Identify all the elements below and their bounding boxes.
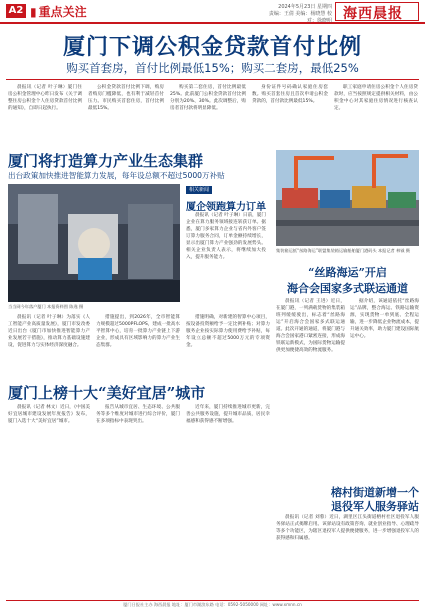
port-headline-2: 海合会国家多式联运通道 — [287, 282, 408, 295]
industry-subheadline: 出台政策加快推进智能算力发展，每年设总额不超过5000万补贴 — [8, 171, 225, 180]
newspaper-logo: 海西晨报 — [335, 2, 419, 21]
port-headline: “丝路海运”开启 — [308, 266, 387, 279]
ranking-column-1: 晨报讯（记者 林文）近日，《中国美好宜居城市建设发展年度报告》发布，厦门入选十大“美好宜居”城市。 — [8, 405, 90, 424]
port-column-2: 据介绍，该通道依托“丝路海运”品牌，整合海运、铁路运输资源，实现货物一单到底、全程运输，进一步降低企业物流成本，提升通关效率，助力厦门建设国际航运中心。 — [350, 299, 419, 339]
industry-column-1: 晨报讯（记者 叶子琳）为落实《人工智能产业高质量发展》，厦门市发改委近日出台《厦门市加快推进智能算力产业发展若干措施》，推动算力基础设施建设，促进算力与实体经济深度融合。 — [8, 315, 90, 348]
lead-headline: 厦门下调公积金贷款首付比例 — [62, 34, 362, 60]
port-photo-caption: 集装箱运抵“丝路海运”联盟集装箱运输船舶厦门港码头 本报记者 林钺 摄 — [276, 248, 410, 253]
lead-column-2: 公积金贷款首付比例下调，购房者购房门槛降低，也有利于减轻首付压力。市民购买首套住房，首付比例最低15%。 — [88, 85, 164, 111]
service-headline: 榕村街道新增一个 — [331, 486, 419, 499]
service-headline-2: 退役军人服务驿站 — [331, 500, 419, 513]
industry-photo-caption: 当当网今年落户厦门 本报资料图 陈逸 摄 — [8, 304, 84, 309]
industry-column-2: 措施提出，到2026年，全市智能算力规模超过5000PFLOPS，建成一批高水平智算中心，培育一批算力产业链上下游企业，形成具有区域影响力的算力产业生态集群。 — [96, 315, 180, 348]
ranking-column-3: 近年来，厦门持续推进城市更新，完善公共服务设施，提升城市品质，居民幸福感和获得感不断增强。 — [186, 405, 270, 424]
port-column-1: 晨报讯（记者 王进）近日，在厦门港，一列满载货物的集装箱班列缓缓驶出，标志着“丝路海运”开启海合会国家多式联运通道。此次开通的通道，将厦门港与海合会国家港口紧密连接，形成海铁联运新模式，为国际货物运输提供更加便捷高效的物流服务。 — [276, 299, 345, 353]
footer-divider — [6, 600, 419, 601]
sidebar-headline: 厦企领跑算力订单 — [186, 202, 266, 213]
service-body: 晨报讯（记者 刘蓉）近日，湖里区江头街道榕村社区退役军人服务驿站正式揭牌启用。该驿站设有政策咨询、就业创业指导、心理疏导等多个功能区，为辖区退役军人提供便捷服务，进一步增强退役军人的获得感和归属感。 — [276, 515, 419, 541]
divider — [6, 79, 419, 80]
footer: 厦门日报社主办 海西晨报 地址：厦门市湖滨东路 电话：0592-5050000 网址：www.xmnn.cn — [123, 602, 302, 607]
dateline: 2024年5月23日 星期四 责编：王倩 美编：杨晓慧 校对：徐晓明 — [268, 4, 332, 24]
lead-column-4: 身份证件号码确认家庭住房套数。购买首套住房且首次申请公积金贷款的，首付款比例最低15%。 — [252, 85, 328, 104]
ranking-headline: 厦门上榜十大“美好宜居”城市 — [8, 384, 206, 402]
lead-subheadline: 购买首套房，首付比例最低15%；购买二套房，最低25% — [66, 61, 359, 75]
sidebar-tag: 相关新闻 — [186, 186, 212, 194]
industry-column-3: 措施明确，对新建的智算中心项目，按设备投资额给予一定比例补贴；对算力服务企业按实际算力使用费给予补贴，每年设立总额不超过5000万元的专项资金。 — [186, 315, 270, 348]
sidebar-body: 晨报讯（记者 叶子琳）日前，厦门企业在算力服务领域接连斩获订单。据悉，厦门多家算力企业与省内外客户签订算力服务合同，订单金额持续增长，显示出厦门算力产业强劲的发展势头。相关企业负责人表示，将继续加大投入，提升服务能力。 — [186, 213, 266, 260]
lead-column-5: 职工家庭申请住房公积金个人住房贷款时，应当按照规定提供相关材料，由公积金中心对其家庭住房情况进行核查认定。 — [334, 85, 418, 111]
lead-column-3: 购买第二套住房，首付比例最低25%。此前厦门公积金贷款首付比例分别为20%、30%。此次调整后，购房者首付款将明显降低。 — [170, 85, 246, 111]
ranking-column-2: 报告从城市宜居、生态环境、公共服务等多个维度对城市进行综合评价，厦门在多项指标中表现突出。 — [96, 405, 180, 424]
page-number: A2 — [6, 4, 26, 18]
industry-photo — [8, 184, 180, 302]
lead-column-1: 晨报讯（记者 叶子琳）厦门住房公积金管理中心昨日发布《关于调整住房公积金个人住房贷款首付比例的通知》，自即日起执行。 — [8, 85, 82, 111]
masthead — [0, 0, 425, 24]
port-photo — [276, 150, 419, 246]
industry-headline: 厦门将打造算力产业生态集群 — [8, 152, 204, 170]
section-marker-icon: ▮ — [30, 5, 37, 19]
section-title: ▮ 重点关注 — [30, 5, 87, 19]
